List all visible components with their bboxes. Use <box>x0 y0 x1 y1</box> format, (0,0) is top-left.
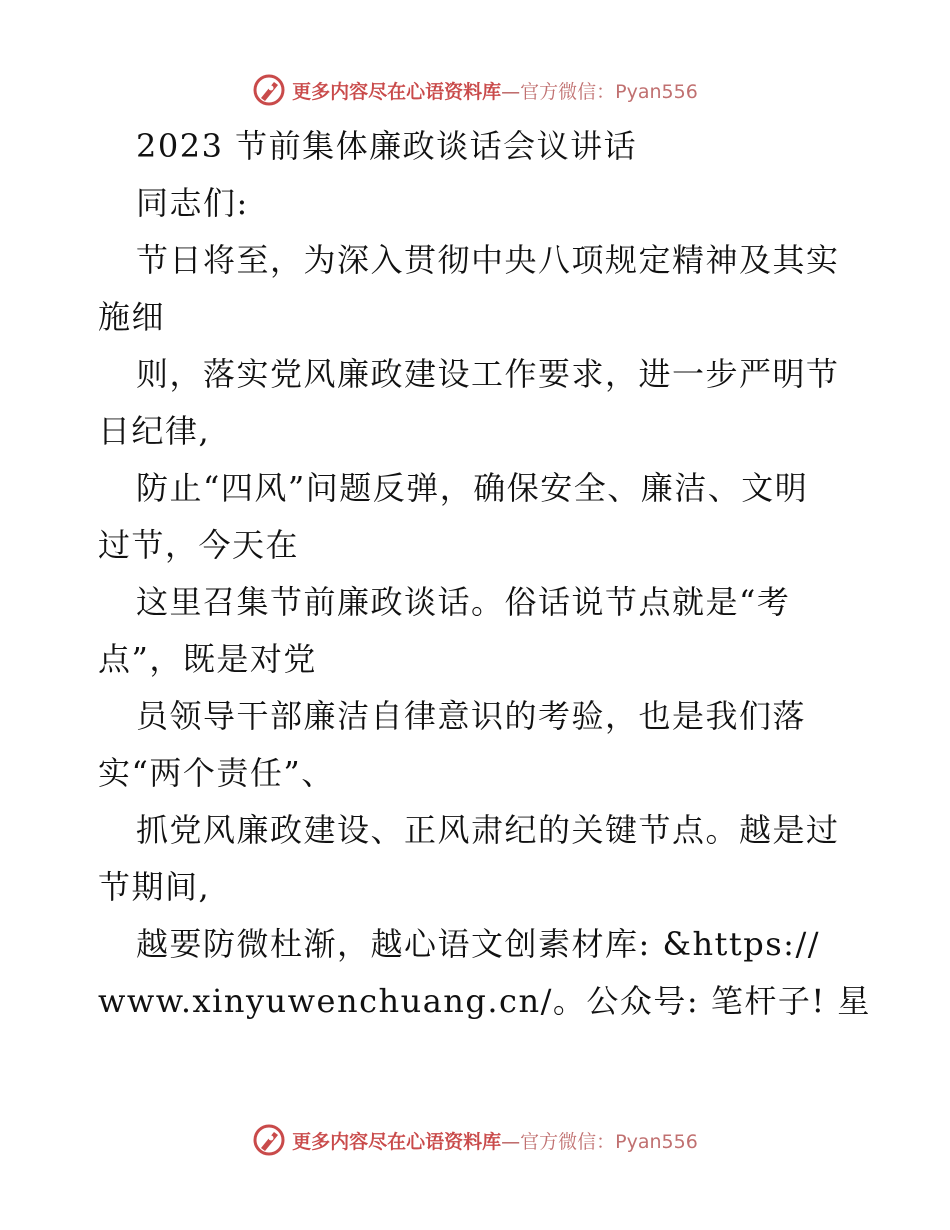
text-line: 同志们: <box>136 184 249 222</box>
text-line: www.xinyuwenchuang.cn/。公众号: 笔杆子! 星 <box>98 982 871 1020</box>
watermark-contact: 官方微信：Pyan556 <box>520 80 698 103</box>
watermark-brand: 更多内容尽在心语资料库 <box>292 1130 502 1153</box>
pen-circle-logo-icon <box>252 73 286 107</box>
top-watermark-banner <box>0 70 950 110</box>
watermark-separator: — <box>501 80 521 103</box>
text-line: 施细 <box>98 298 166 336</box>
text-line: 点”，既是对党 <box>98 640 317 678</box>
text-line: 节期间, <box>98 868 211 906</box>
text-line: 节日将至，为深入贯彻中央八项规定精神及其实 <box>136 241 840 279</box>
text-line: 越要防微杜渐，越心语文创素材库: &https:// <box>136 925 821 963</box>
text-line: 防止“四风”问题反弹，确保安全、廉洁、文明 <box>136 469 809 507</box>
watermark-text <box>292 77 698 104</box>
text-line: 过节，今天在 <box>98 526 300 564</box>
text-line: 实“两个责任”、 <box>98 754 335 792</box>
watermark-separator: — <box>501 1130 521 1153</box>
text-line: 日纪律, <box>98 412 211 450</box>
text-line: 抓党风廉政建设、正风肃纪的关键节点。越是过 <box>136 811 840 849</box>
text-line: 这里召集节前廉政谈话。俗话说节点就是“考 <box>136 583 791 621</box>
pen-circle-logo-icon <box>252 1123 286 1157</box>
watermark-contact: 官方微信：Pyan556 <box>520 1130 698 1153</box>
document-title: 2023 节前集体廉政谈话会议讲话 <box>136 127 638 165</box>
text-line: 则，落实党风廉政建设工作要求，进一步严明节 <box>136 355 840 393</box>
watermark-text <box>292 1127 698 1154</box>
document-body <box>98 118 871 1030</box>
watermark-brand: 更多内容尽在心语资料库 <box>292 80 502 103</box>
text-line: 员领导干部廉洁自律意识的考验，也是我们落 <box>136 697 807 735</box>
bottom-watermark-banner <box>0 1120 950 1160</box>
